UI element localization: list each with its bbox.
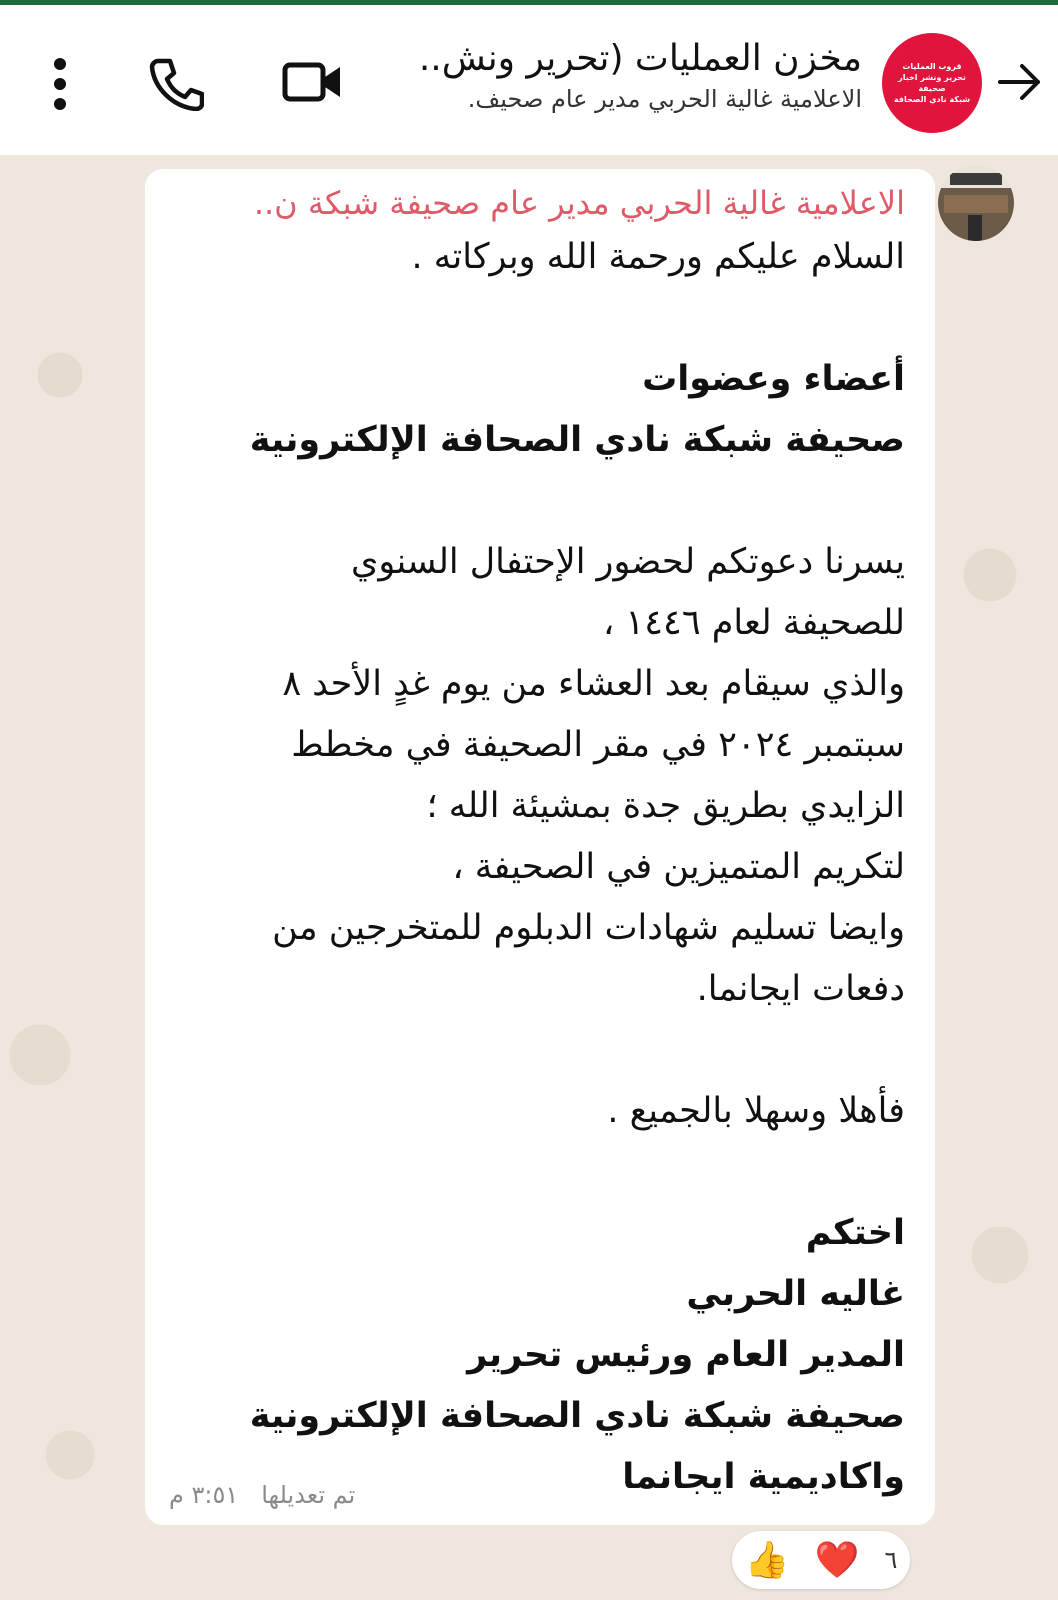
message-bubble[interactable] bbox=[145, 169, 935, 1525]
message-line: لتكريم المتميزين في الصحيفة ، bbox=[452, 847, 905, 887]
message-line: الزايدي بطريق جدة بمشيئة الله ؛ bbox=[426, 786, 905, 826]
message-line bbox=[175, 288, 905, 349]
message-line bbox=[175, 471, 905, 532]
chat-header bbox=[0, 5, 1058, 155]
message-line bbox=[175, 1142, 905, 1203]
video-call-icon[interactable] bbox=[282, 57, 344, 107]
message-line: غاليه الحربي bbox=[686, 1274, 905, 1314]
message-line: والذي سيقام بعد العشاء من يوم غدٍ الأحد ٨ bbox=[282, 664, 905, 704]
message-line: يسرنا دعوتكم لحضور الإحتفال السنوي bbox=[350, 542, 905, 582]
message-line bbox=[175, 1020, 905, 1081]
more-vertical-icon[interactable] bbox=[46, 57, 74, 111]
thumbs-up-icon: 👍 bbox=[744, 1540, 790, 1581]
message-sender-name[interactable]: الاعلامية غالية الحربي مدير عام صحيفة شبكة ن.. bbox=[253, 184, 905, 222]
message-line: المدير العام ورئيس تحرير bbox=[467, 1335, 905, 1375]
reactions-pill[interactable] bbox=[732, 1531, 910, 1589]
message-line: دفعات ايجانما. bbox=[696, 969, 905, 1009]
message-line: فأهلا وسهلا بالجميع . bbox=[607, 1091, 905, 1131]
avatar-line: تحرير ونشر اخبار bbox=[898, 73, 966, 82]
chat-title-block[interactable] bbox=[362, 35, 862, 113]
message-line: أعضاء وعضوات bbox=[642, 359, 905, 399]
message-line: صحيفة شبكة نادي الصحافة الإلكترونية bbox=[249, 1396, 905, 1436]
avatar-line: صحيفة bbox=[918, 84, 946, 93]
message-line: للصحيفة لعام ١٤٤٦ ، bbox=[603, 603, 905, 643]
chat-title: مخزن العمليات (تحرير ونش.. bbox=[418, 38, 862, 79]
back-arrow-icon[interactable] bbox=[994, 57, 1044, 107]
chat-subtitle: الاعلامية غالية الحربي مدير عام صحيف. bbox=[467, 85, 862, 113]
message-time: ٣:٥١ م bbox=[169, 1481, 239, 1509]
message-line: اختكم bbox=[805, 1213, 905, 1253]
chat-area[interactable] bbox=[0, 155, 1058, 1600]
message-line: السلام عليكم ورحمة الله وبركاته . bbox=[411, 237, 905, 277]
phone-icon[interactable] bbox=[148, 55, 204, 111]
avatar-line: شبكة نادي الصحافة bbox=[893, 95, 971, 104]
message-line: واكاديمية ايجانما bbox=[622, 1457, 905, 1497]
message-line: صحيفة شبكة نادي الصحافة الإلكترونية bbox=[249, 420, 905, 460]
reaction-count: ٦ bbox=[884, 1546, 898, 1574]
sender-avatar[interactable] bbox=[938, 165, 1014, 241]
message-line: سبتمبر ٢٠٢٤ في مقر الصحيفة في مخطط bbox=[291, 725, 905, 765]
message-meta bbox=[169, 1481, 355, 1509]
message-line: وايضا تسليم شهادات الدبلوم للمتخرجين من bbox=[272, 908, 905, 948]
group-avatar[interactable] bbox=[882, 33, 982, 133]
edited-label: تم تعديلها bbox=[261, 1481, 356, 1509]
heart-icon: ❤️ bbox=[814, 1540, 860, 1581]
avatar-line: قروب العمليات bbox=[902, 62, 962, 71]
